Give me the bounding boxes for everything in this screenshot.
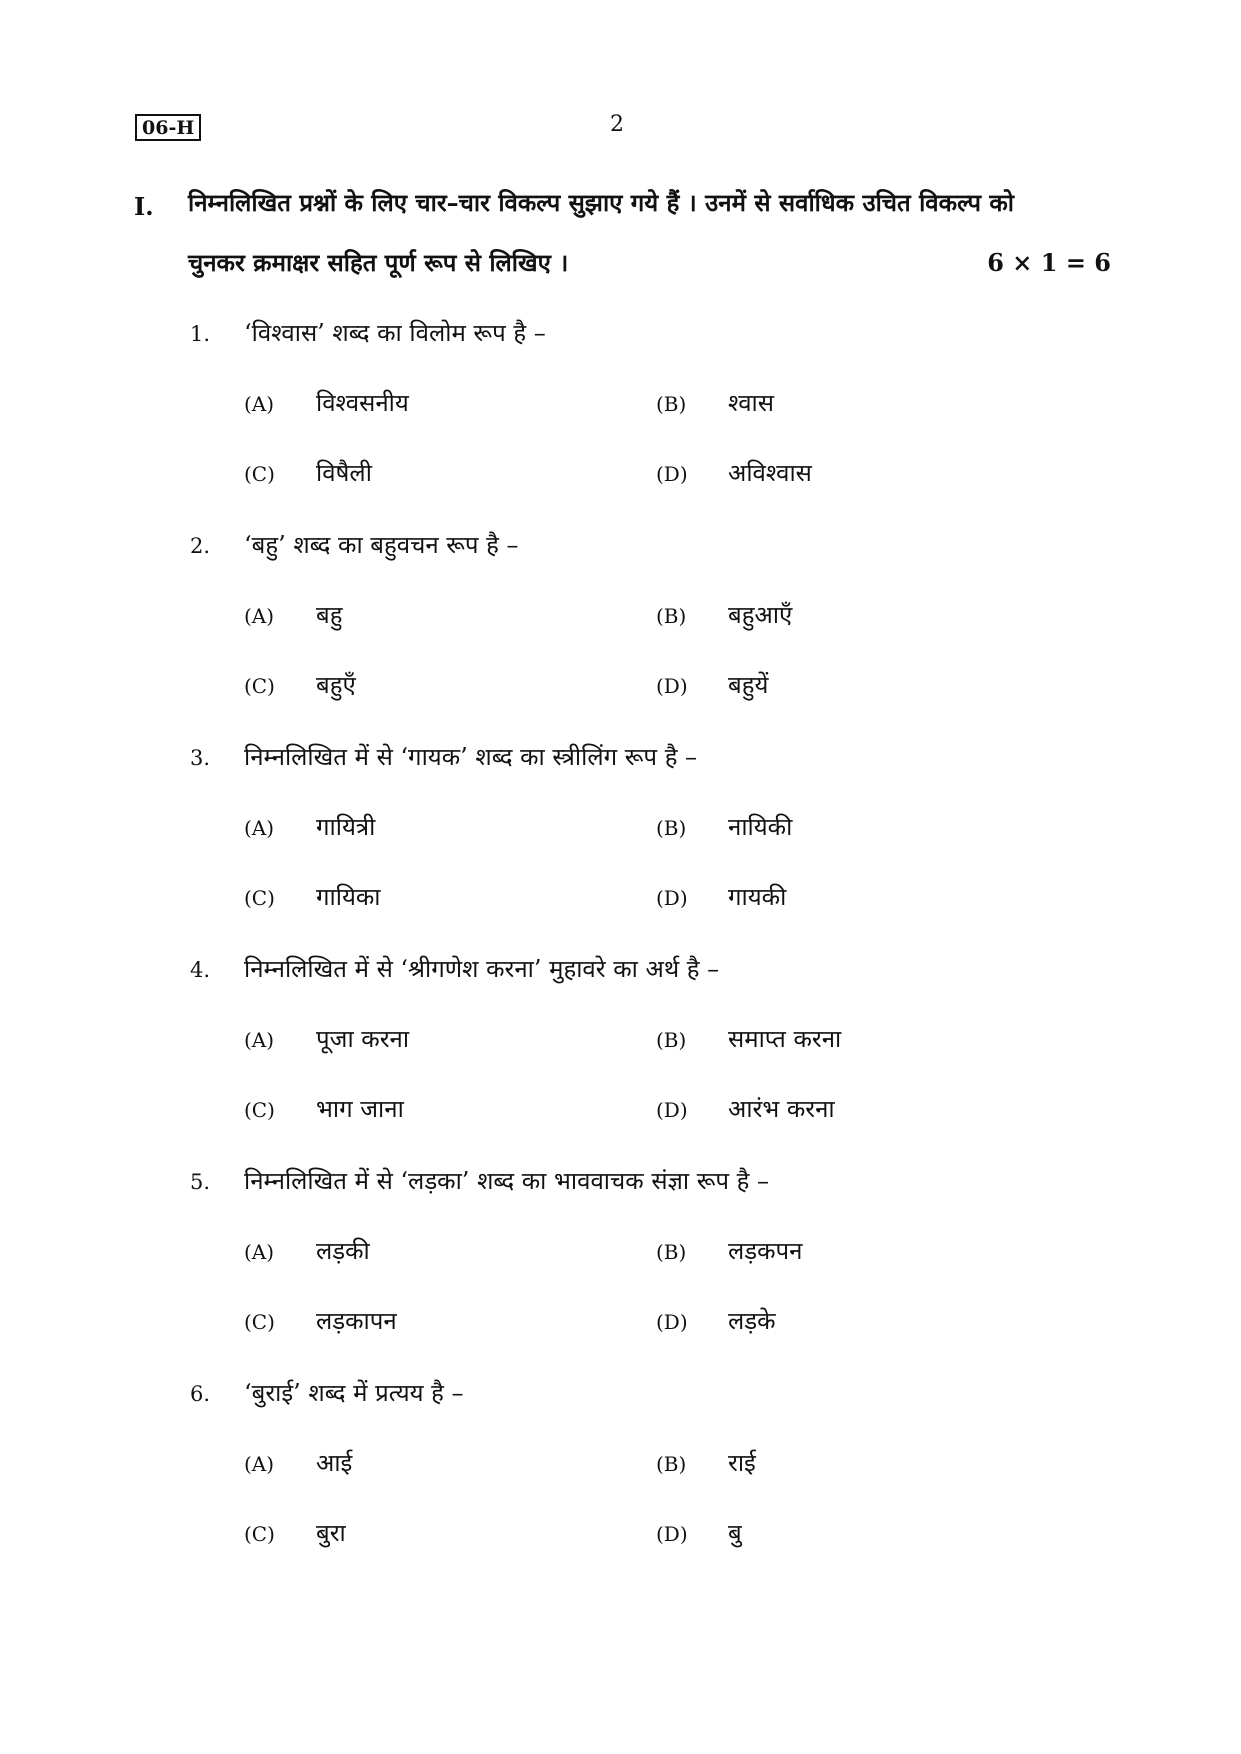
option-label: (D) — [656, 1098, 688, 1122]
option-text: विषैली — [316, 459, 372, 487]
question-text: निम्नलिखित में से ‘श्रीगणेश करना’ मुहावरे का अर्थ है – — [244, 955, 720, 983]
option-text: समाप्त करना — [728, 1025, 842, 1053]
question-number: 2. — [190, 534, 211, 558]
section-instruction-line1: निम्नलिखित प्रश्नों के लिए चार–चार विकल्प सुझाए गये हैं । उनमें से सर्वाधिक उचित विकल्प को — [188, 188, 1015, 217]
question-2 — [0, 531, 1241, 744]
option-label: (C) — [244, 1522, 275, 1546]
option-text: बहुयें — [728, 671, 769, 699]
question-6 — [0, 1379, 1241, 1592]
question-text: ‘बहु’ शब्द का बहुवचन रूप है – — [244, 531, 519, 559]
question-4 — [0, 955, 1241, 1168]
option-text: लड़कपन — [728, 1237, 803, 1265]
option-label: (A) — [244, 816, 275, 840]
page-number: 2 — [610, 112, 624, 137]
option-text: आरंभ करना — [728, 1095, 835, 1123]
option-label: (B) — [656, 604, 687, 628]
option-label: (A) — [244, 392, 275, 416]
option-text: बहु — [316, 601, 343, 629]
question-number: 1. — [190, 322, 211, 346]
option-text: अविश्वास — [728, 459, 812, 487]
option-text: आई — [316, 1449, 353, 1477]
question-number: 3. — [190, 746, 211, 770]
option-text: बहुआएँ — [728, 601, 793, 629]
option-label: (A) — [244, 1028, 275, 1052]
question-5 — [0, 1167, 1241, 1380]
question-number: 5. — [190, 1170, 211, 1194]
option-label: (D) — [656, 1522, 688, 1546]
option-label: (C) — [244, 886, 275, 910]
question-number: 6. — [190, 1382, 211, 1406]
option-text: बु — [728, 1519, 742, 1547]
section-instruction-line2: चुनकर क्रमाक्षर सहित पूर्ण रूप से लिखिए । — [188, 248, 569, 277]
question-text: निम्नलिखित में से ‘लड़का’ शब्द का भाववाचक संज्ञा रूप है – — [244, 1167, 770, 1195]
option-label: (D) — [656, 674, 688, 698]
section-number: I. — [134, 192, 154, 221]
question-number: 4. — [190, 958, 211, 982]
section-marks: 6 × 1 = 6 — [987, 248, 1111, 277]
question-text: ‘बुराई’ शब्द में प्रत्यय है – — [244, 1379, 464, 1407]
option-label: (B) — [656, 1028, 687, 1052]
question-1 — [0, 319, 1241, 532]
option-label: (D) — [656, 1310, 688, 1334]
option-label: (D) — [656, 462, 688, 486]
option-label: (C) — [244, 462, 275, 486]
option-text: गायकी — [728, 883, 787, 911]
option-label: (B) — [656, 816, 687, 840]
paper-code: 06-H — [135, 114, 201, 141]
option-label: (B) — [656, 1240, 687, 1264]
option-text: बुरा — [316, 1519, 346, 1547]
option-text: लड़के — [728, 1307, 776, 1335]
question-text: निम्नलिखित में से ‘गायक’ शब्द का स्त्रीलिंग रूप है – — [244, 743, 698, 771]
question-3 — [0, 743, 1241, 956]
option-text: बहुएँ — [316, 671, 356, 699]
option-text: गायिका — [316, 883, 381, 911]
option-label: (C) — [244, 1310, 275, 1334]
option-text: विश्वसनीय — [316, 389, 409, 417]
question-text: ‘विश्वास’ शब्द का विलोम रूप है – — [244, 319, 546, 347]
option-text: नायिकी — [728, 813, 793, 841]
option-label: (A) — [244, 604, 275, 628]
option-label: (A) — [244, 1240, 275, 1264]
option-text: गायित्री — [316, 813, 376, 841]
option-text: राई — [728, 1449, 756, 1477]
option-label: (C) — [244, 674, 275, 698]
option-text: लड़की — [316, 1237, 370, 1265]
option-label: (B) — [656, 392, 687, 416]
option-text: श्वास — [728, 389, 774, 417]
option-label: (B) — [656, 1452, 687, 1476]
option-text: लड़कापन — [316, 1307, 397, 1335]
option-text: पूजा करना — [316, 1025, 410, 1053]
option-label: (A) — [244, 1452, 275, 1476]
option-label: (D) — [656, 886, 688, 910]
option-text: भाग जाना — [316, 1095, 404, 1123]
option-label: (C) — [244, 1098, 275, 1122]
